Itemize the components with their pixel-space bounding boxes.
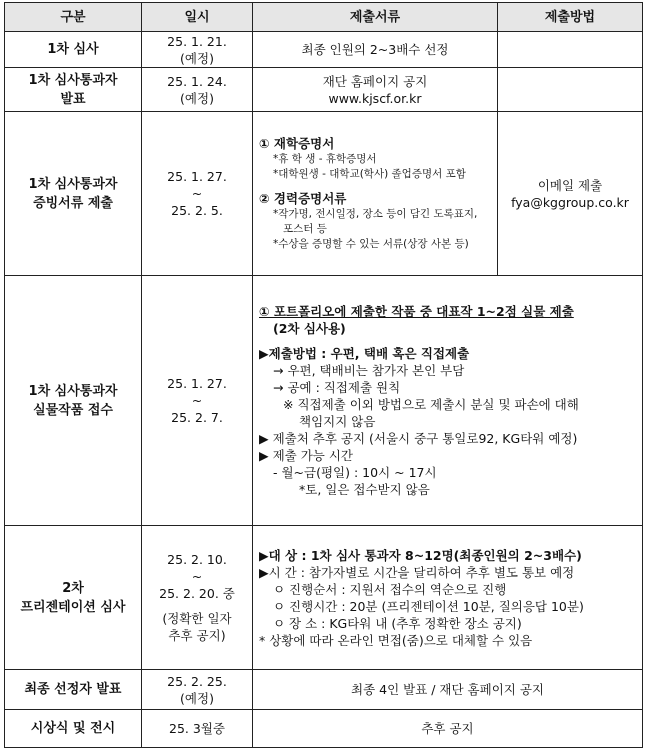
stage-line: 2차 [62,580,84,596]
docs-heading: ① 재학증명서 [259,136,335,151]
stage-line: 1차 심사통과자 [28,383,118,399]
docs-line: *토, 일은 접수받지 않음 [299,482,430,497]
stage-line: 발표 [60,91,86,107]
date-cell [142,276,253,526]
docs-line: - 월~금(평일) : 10시 ~ 17시 [273,465,437,480]
stage-line: 1차 심사통과자 [28,176,118,192]
docs-cell: 최종 4인 발표 / 재단 홈페이지 공지 [253,670,643,710]
docs-heading: ② 경력증명서류 [259,191,347,206]
docs-heading: ① 포트폴리오에 제출한 작품 중 대표작 1~2점 실물 제출 [259,304,574,319]
date-line: 25. 2. 25. [167,673,227,689]
date-line: ~ [191,569,203,584]
date-line: 25. 1. 27. [167,376,227,391]
date-cell [142,68,253,112]
docs-note: *작가명, 전시일정, 장소 등이 담긴 도록표지, [273,208,478,220]
method-cell [498,68,643,112]
date-line: 25. 1. 24. [167,73,227,89]
method-line: 이메일 제출 [537,177,603,193]
docs-line: ▶ 제출처 추후 공지 (서울시 중구 통일로92, KG타워 예정) [259,431,578,446]
email-link[interactable]: fya@kggroup.co.kr [511,194,629,210]
docs-cell: 추후 공지 [253,710,643,748]
date-line: 25. 1. 27. [167,169,227,184]
date-line: (예정) [180,50,214,66]
header-method: 제출방법 [498,3,643,32]
date-cell [142,670,253,710]
method-cell [498,32,643,68]
docs-line: ※ 직접제출 이외 방법으로 제출시 분실 및 파손에 대해 [283,397,579,412]
stage-line: 실물작품 접수 [33,402,113,418]
docs-line: ㅇ 진행순서 : 지원서 접수의 역순으로 진행 [273,581,507,597]
date-line: (예정) [180,690,214,706]
docs-line: ㅇ 장 소 : KG타워 내 (추후 정확한 장소 공지) [273,615,522,631]
stage-cell [5,526,142,670]
date-line: 25. 2. 5. [171,203,223,218]
stage-cell [5,276,142,526]
header-row [5,3,643,32]
method-cell [498,112,643,276]
stage-line: 증빙서류 제출 [33,195,113,211]
docs-note: *휴 학 생 - 휴학증명서 [273,153,377,165]
date-line: 추후 공지) [168,628,226,643]
stage-line: 1차 심사통과자 [28,72,118,88]
stage-cell: 1차 심사 [5,32,142,68]
docs-line: ▶제출방법 : 우편, 택배 혹은 직접제출 [259,346,470,361]
stage-cell: 시상식 및 전시 [5,710,142,748]
docs-line: (2차 심사용) [273,321,346,336]
docs-line: 책임지지 않음 [299,414,376,429]
date-line: 25. 2. 20. 중 [159,586,235,601]
stage-cell: 최종 선정자 발표 [5,670,142,710]
docs-line: * 상황에 따라 온라인 면접(줌)으로 대체할 수 있음 [259,632,533,648]
docs-note: *수상을 증명할 수 있는 서류(상장 사본 등) [273,238,469,250]
stage-cell [5,68,142,112]
date-line: (정확한 일자 [162,611,232,626]
header-stage: 구분 [5,3,142,32]
date-line: 25. 1. 21. [167,33,227,49]
date-cell [142,526,253,670]
stage-line: 프리젠테이션 심사 [20,599,126,615]
docs-note: 포스터 등 [283,223,327,235]
table-row [5,710,643,748]
date-line: 25. 2. 10. [167,552,227,567]
stage-cell [5,112,142,276]
docs-note: *대학원생 - 대학교(학사) 졸업증명서 포함 [273,168,466,180]
date-line: (예정) [180,90,214,106]
header-date: 일시 [142,3,253,32]
table-row [5,32,643,68]
schedule-table [4,2,643,748]
date-line: ~ [191,393,203,408]
docs-line: → 공예 : 직접제출 원칙 [273,380,401,395]
docs-line: → 우편, 택배비는 참가자 본인 부담 [273,363,465,378]
docs-line: ▶ 제출 가능 시간 [259,448,353,463]
header-docs: 제출서류 [253,3,498,32]
date-line: ~ [191,186,203,201]
website-link[interactable]: www.kjscf.or.kr [328,90,422,106]
table-row [5,112,643,276]
docs-line: ▶시 간 : 참가자별로 시간을 달리하여 추후 별도 통보 예정 [259,564,575,580]
date-cell [142,112,253,276]
table-row [5,68,643,112]
date-line: 25. 2. 7. [171,410,223,425]
docs-line: 재단 홈페이지 공지 [322,73,428,89]
table-row [5,276,643,526]
docs-cell [253,112,498,276]
date-cell: 25. 3월중 [142,710,253,748]
docs-cell [253,526,643,670]
docs-cell [253,68,498,112]
docs-cell [253,276,643,526]
docs-line: ▶대 상 : 1차 심사 통과자 8~12명(최종인원의 2~3배수) [259,547,582,563]
date-cell [142,32,253,68]
table-row [5,526,643,670]
docs-line: ㅇ 진행시간 : 20분 (프리젠테이션 10분, 질의응답 10분) [273,598,584,614]
table-row [5,670,643,710]
docs-cell: 최종 인원의 2~3배수 선정 [253,32,498,68]
